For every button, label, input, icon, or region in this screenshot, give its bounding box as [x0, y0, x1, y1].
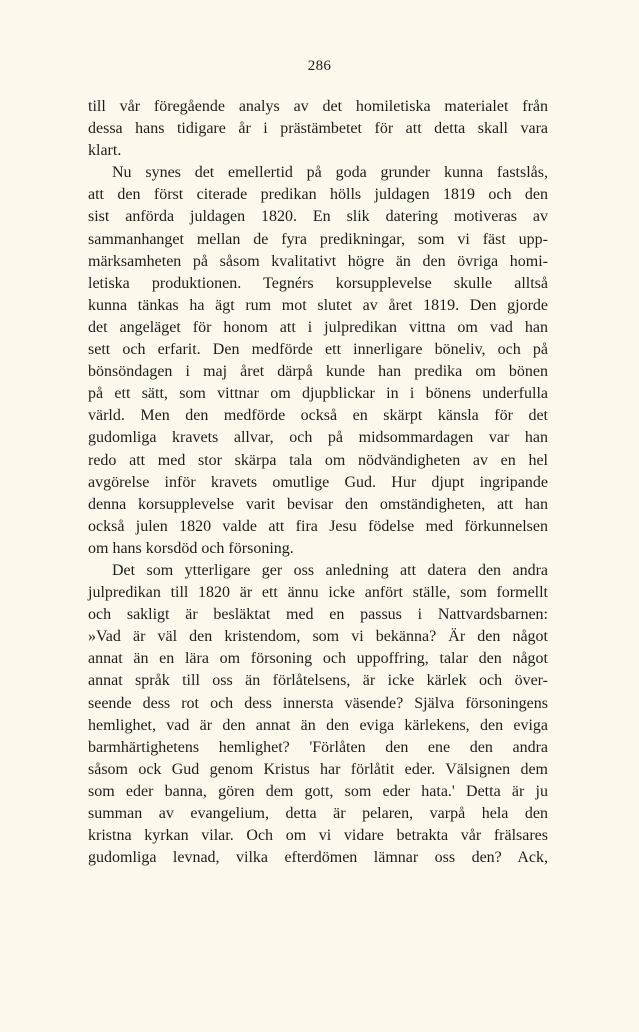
- page-number: 286: [307, 58, 332, 74]
- text-line: hemlighet, vad är den annat än den eviga kärlekens, den eviga: [88, 716, 548, 734]
- text-line: märksamheten på såsom kvalitativt högre än den övriga homi-: [88, 252, 548, 270]
- text-line: och sakligt är besläktat med en passus i Nattvardsbarnen:: [88, 606, 548, 624]
- text-line: värld. Men den medförde också en skärpt känsla för det: [88, 407, 548, 425]
- text-line: dessa hans tidigare år i prästämbetet för att detta skall vara: [88, 120, 548, 138]
- text-line: letiska produktionen. Tegnérs korsupplevelse skulle alltså: [88, 274, 548, 292]
- text-line: sammanhanget mellan de fyra predikningar, som vi fäst upp-: [88, 230, 548, 248]
- text-line: sett och erfarit. Den medförde ett innerligare böneliv, och på: [88, 341, 548, 359]
- text-line: det angeläget för honom att i julpredikan vittna om vad han: [88, 318, 548, 336]
- text-line: att den först citerade predikan hölls juldagen 1819 och den: [88, 186, 548, 204]
- text-line: kunna tänkas ha ägt rum mot slutet av året 1819. Den gjorde: [88, 296, 548, 314]
- text-line: kristna kyrkan vilar. Och om vi vidare betrakta vår frälsares: [88, 827, 548, 845]
- text-line: denna korsupplevelse varit bevisar den omständigheten, att han: [88, 495, 548, 513]
- text-line: på ett sätt, som vittnar om djupblickar in i bönens underfulla: [88, 385, 548, 403]
- text-line: klart.: [88, 142, 122, 160]
- text-line: barmhärtighetens hemlighet? 'Förlåten den ene den andra: [88, 738, 548, 756]
- text-line: såsom ock Gud genom Kristus har förlåtit eder. Välsignen dem: [88, 760, 548, 778]
- text-line: Nu synes det emellertid på goda grunder kunna fastslås,: [112, 164, 548, 182]
- text-line: redo att med stor skärpa tala om nödvändigheten av en hel: [88, 451, 548, 469]
- text-line: seende dess rot och dess innersta väsende? Själva försoningens: [88, 694, 548, 712]
- text-line: också julen 1820 valde att fira Jesu födelse med förkunnelsen: [88, 517, 548, 535]
- text-line: till vår föregående analys av det homiletiska materialet från: [88, 98, 548, 115]
- text-line: gudomliga levnad, vilka efterdömen lämnar oss den? Ack,: [88, 849, 548, 867]
- text-line: »Vad är väl den kristendom, som vi bekänna? Är den något: [88, 628, 548, 646]
- body-text: [88, 96, 548, 869]
- text-line: som eder banna, gören dem gott, som eder hata.' Detta är ju: [88, 782, 548, 800]
- text-line: bönsöndagen i maj året därpå kunde han predika om bönen: [88, 363, 548, 381]
- text-line: om hans korsdöd och försoning.: [88, 539, 294, 557]
- text-line: annat språk till oss än förlåtelsens, är icke kärlek och över-: [88, 672, 548, 690]
- text-line: annat än en lära om försoning och uppoffring, talar den något: [88, 650, 548, 668]
- text-line: avgörelse inför kravets omutlige Gud. Hur djupt ingripande: [88, 473, 548, 491]
- text-line: julpredikan till 1820 är ett ännu icke anfört ställe, som formellt: [88, 584, 548, 602]
- text-line: gudomliga kravets allvar, och på midsommardagen var han: [88, 429, 548, 447]
- text-line: Det som ytterligare ger oss anledning att datera den andra: [112, 561, 548, 579]
- text-line: summan av evangelium, detta är pelaren, varpå hela den: [88, 805, 548, 822]
- text-line: sist anförda juldagen 1820. En slik datering motiveras av: [88, 208, 548, 226]
